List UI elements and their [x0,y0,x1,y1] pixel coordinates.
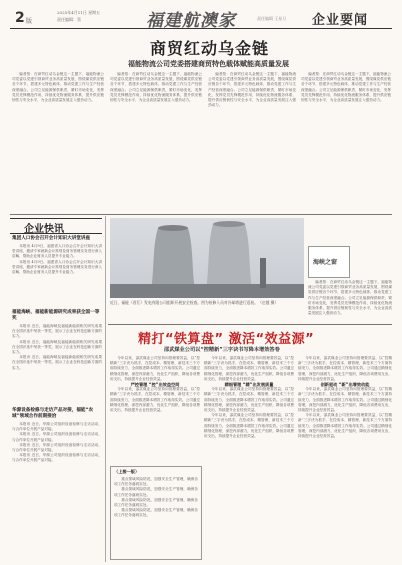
header-rule [10,28,392,29]
lead-bottom-rule [10,214,392,215]
cooling-tower-illustration [110,218,304,298]
boxed-note-title: （上接一版） [114,469,140,474]
photo-credit: （庄越 摄） [258,300,279,305]
lead-headline: 商贸红动乌金链 [150,39,270,58]
boxed-note-body: 重点领域风险防范，加强安全生产管理，确保各项工作任务落到实处。 重点领域风险防范，加强安全生产管理，确保各项工作任务落到实处。 重点领域风险防范，加强安全生产管理，确保各项工作任务落到实处。 重点领域风险防范，加强安全生产管理，确保各项工作任务落到实处。 [114,477,198,518]
section-title: 企业要闻 [312,13,369,28]
second-subhead: 创新驱动 “新”出增效动能 [320,382,370,388]
header-right-info: 责任编辑 王星旦 [257,16,287,21]
flash-item-body: 本报讯 近日，福能海峡及福能新能源相关研究成果在全国评选中荣获一等奖，展示了企业在科技创新方面的实力。 本报讯 近日，福能海峡及福能新能源相关研究成果在全国评选中荣获一等奖，展示了企业在科技创新方面的实力。 本报讯 近日，福能海峡及福能新能源相关研究成果在全国评选中荣获一等奖，展示了企业在科技创新方面的实力。 [12,324,102,370]
second-subheadline: 邵武煤业公司以“控精新”三字诀书写降本增效答卷 [164,347,280,353]
page-unit: 版 [26,18,33,25]
second-headline: 精打“铁算盘” 激活“效益源” [138,332,315,347]
flash-item-title: 华源设备检修与走访产品对接，福能“农城”领域合作前期接洽 [12,408,94,419]
flash-item-body: 本报讯 4月9日，福建省人口协会召开会计知识大讲堂讲座，邀请专家就新会计准则及财务管理实务进行深入讲解，帮助企业财务人员提升专业能力。 本报讯 4月9日，福建省人口协会召开会计知识大讲堂讲座，邀请专家就新会计准则及财务管理实务进行深入讲解，帮助企业财务人员提升专业能力。 [12,244,102,275]
second-subhead: 严控管理 “控”出效益空间 [130,382,180,388]
right-col-text: 编者按：在商贸红动乌金链这一主题下，福能物流公司党委以党建引领商贸业务高质量发展，围绕煤炭供应链各个环节，搭建多元特色载体，推动党建工作与生产经营深度融合。公司立足能源保供职责，紧盯市场变化，发挥党员先锋模范作用，持续优化物流服务体系，提升供应链韧性与安全水平，为企业高质量发展注入强劲动力。 [308,280,392,316]
lead-body-col1: 编者按：在商贸红动乌金链这一主题下，福能物流公司党委以党建引领商贸业务高质量发展，围绕煤炭供应链各个环节，搭建多元特色载体，推动党建工作与生产经营深度融合。公司立足能源保供职责，紧盯市场变化，发挥党员先锋模范作用，持续优化物流服务体系，提升供应链韧性与安全水平，为企业高质量发展注入强劲动力。 [12,72,104,103]
left-col-divider [105,216,106,562]
photo-caption: 近日，福能（晋江）发电有限公司组织开展安全检查。图为检修人员对冷却塔进行巡检。（庄越 摄） [110,300,279,305]
news-flash-title: 企业快讯 [24,224,64,235]
flash-item-body: 本报讯 近日，华源公司组织设备检修与走访活动，与合作单位开展产品对接。 本报讯 近日，华源公司组织设备检修与走访活动，与合作单位开展产品对接。 本报讯 近日，华源公司组织设备检修与走访活动，与合作单位开展产品对接。 本报讯 近日，华源公司组织设备检修与走访活动，与合作单位开展产品对接。 [12,422,102,463]
news-flash-header [10,218,102,234]
lead-subheadline: 福能物流公司党委搭建商贸特色载体赋能高质量发展 [128,60,289,68]
flash-item-title: 集团人口协会召开会计知识大讲堂讲座 [12,236,91,241]
masthead-logo: 福建航澳家 [146,11,236,31]
second-body-col1: 今年以来，邵武煤业公司坚持向管理要效益，以“控精新”三字诀为抓手，在控成本、精管理、新技术三个方面持续发力，全面推进降本增效工作取得实效。公司通过精细化管理，深挖内部潜力，优化生产组织，降低各项费用支出，持续提升企业经营效益。 严控管理 “控”出效益空间 今年以来，邵武煤业公司坚持向管理要效益，以“控精新”三字诀为抓手，在控成本、精管理、新技术三个方面持续发力，全面推进降本增效工作取得实效。公司通过精细化管理，深挖内部潜力，优化生产组织，降低各项费用支出，持续提升企业经营效益。 [110,356,200,413]
boxed-note [110,466,202,560]
lead-body-col4: 编者按：在商贸红动乌金链这一主题下，福能物流公司党委以党建引领商贸业务高质量发展，围绕煤炭供应链各个环节，搭建多元特色载体，推动党建工作与生产经营深度融合。公司立足能源保供职责，紧盯市场变化，发挥党员先锋模范作用，持续优化物流服务体系，提升供应链韧性与安全水平，为企业高质量发展注入强劲动力。 [301,72,391,103]
stamp-label: 海峡之窗 [313,259,338,266]
second-body-col3: 今年以来，邵武煤业公司坚持向管理要效益，以“控精新”三字诀为抓手，在控成本、精管理、新技术三个方面持续发力，全面推进降本增效工作取得实效。公司通过精细化管理，深挖内部潜力，优化生产组织，降低各项费用支出，持续提升企业经营效益。 创新驱动 “新”出增效动能 今年以来，邵武煤业公司坚持向管理要效益，以“控精新”三字诀为抓手，在控成本、精管理、新技术三个方面持续发力，全面推进降本增效工作取得实效。公司通过精细化管理，深挖内部潜力，优化生产组织，降低各项费用支出，持续提升企业经营效益。 今年以来，邵武煤业公司坚持向管理要效益，以“控精新”三字诀为抓手，在控成本、精管理、新技术三个方面持续发力，全面推进降本增效工作取得实效。公司通过精细化管理，深挖内部潜力，优化生产组织，降低各项费用支出，持续提升企业经营效益。 [298,356,392,439]
second-subhead: 精细管理 “精”出发展质量 [224,382,274,388]
news-photo [110,218,304,298]
issue-date: 2025年4月11日 星期五 [57,10,101,15]
photo-bottom-rule [108,324,392,325]
page-number: 2 [15,10,25,26]
lead-body-col3: 编者按：在商贸红动乌金链这一主题下，福能物流公司党委以党建引领商贸业务高质量发展，围绕煤炭供应链各个环节，搭建多元特色载体，推动党建工作与生产经营深度融合。公司立足能源保供职责，紧盯市场变化，发挥党员先锋模范作用，持续优化物流服务体系，提升供应链韧性与安全水平，为企业高质量发展注入强劲动力。 [208,72,296,108]
second-body-col2: 今年以来，邵武煤业公司坚持向管理要效益，以“控精新”三字诀为抓手，在控成本、精管理、新技术三个方面持续发力，全面推进降本增效工作取得实效。公司通过精细化管理，深挖内部潜力，优化生产组织，降低各项费用支出，持续提升企业经营效益。 精细管理 “精”出发展质量 今年以来，邵武煤业公司坚持向管理要效益，以“控精新”三字诀为抓手，在控成本、精管理、新技术三个方面持续发力，全面推进降本增效工作取得实效。公司通过精细化管理，深挖内部潜力，优化生产组织，降低各项费用支出，持续提升企业经营效益。 今年以来，邵武煤业公司坚持向管理要效益，以“控精新”三字诀为抓手，在控成本、精管理、新技术三个方面持续发力，全面推进降本增效工作取得实效。公司通过精细化管理，深挖内部潜力，优化生产组织，降低各项费用支出，持续提升企业经营效益。 [204,356,294,439]
editor-line: 责任编辑：蔡 [57,17,81,22]
stamp-box [308,246,350,278]
lead-body-col2: 编者按：在商贸红动乌金链这一主题下，福能物流公司党委以党建引领商贸业务高质量发展，围绕煤炭供应链各个环节，搭建多元特色载体，推动党建工作与生产经营深度融合。公司立足能源保供职责，紧盯市场变化，发挥党员先锋模范作用，持续优化物流服务体系，提升供应链韧性与安全水平，为企业高质量发展注入强劲动力。 [110,72,202,103]
flash-item-title: 福能海峡、福能新能源研究成果获全国一等奖 [12,310,100,321]
